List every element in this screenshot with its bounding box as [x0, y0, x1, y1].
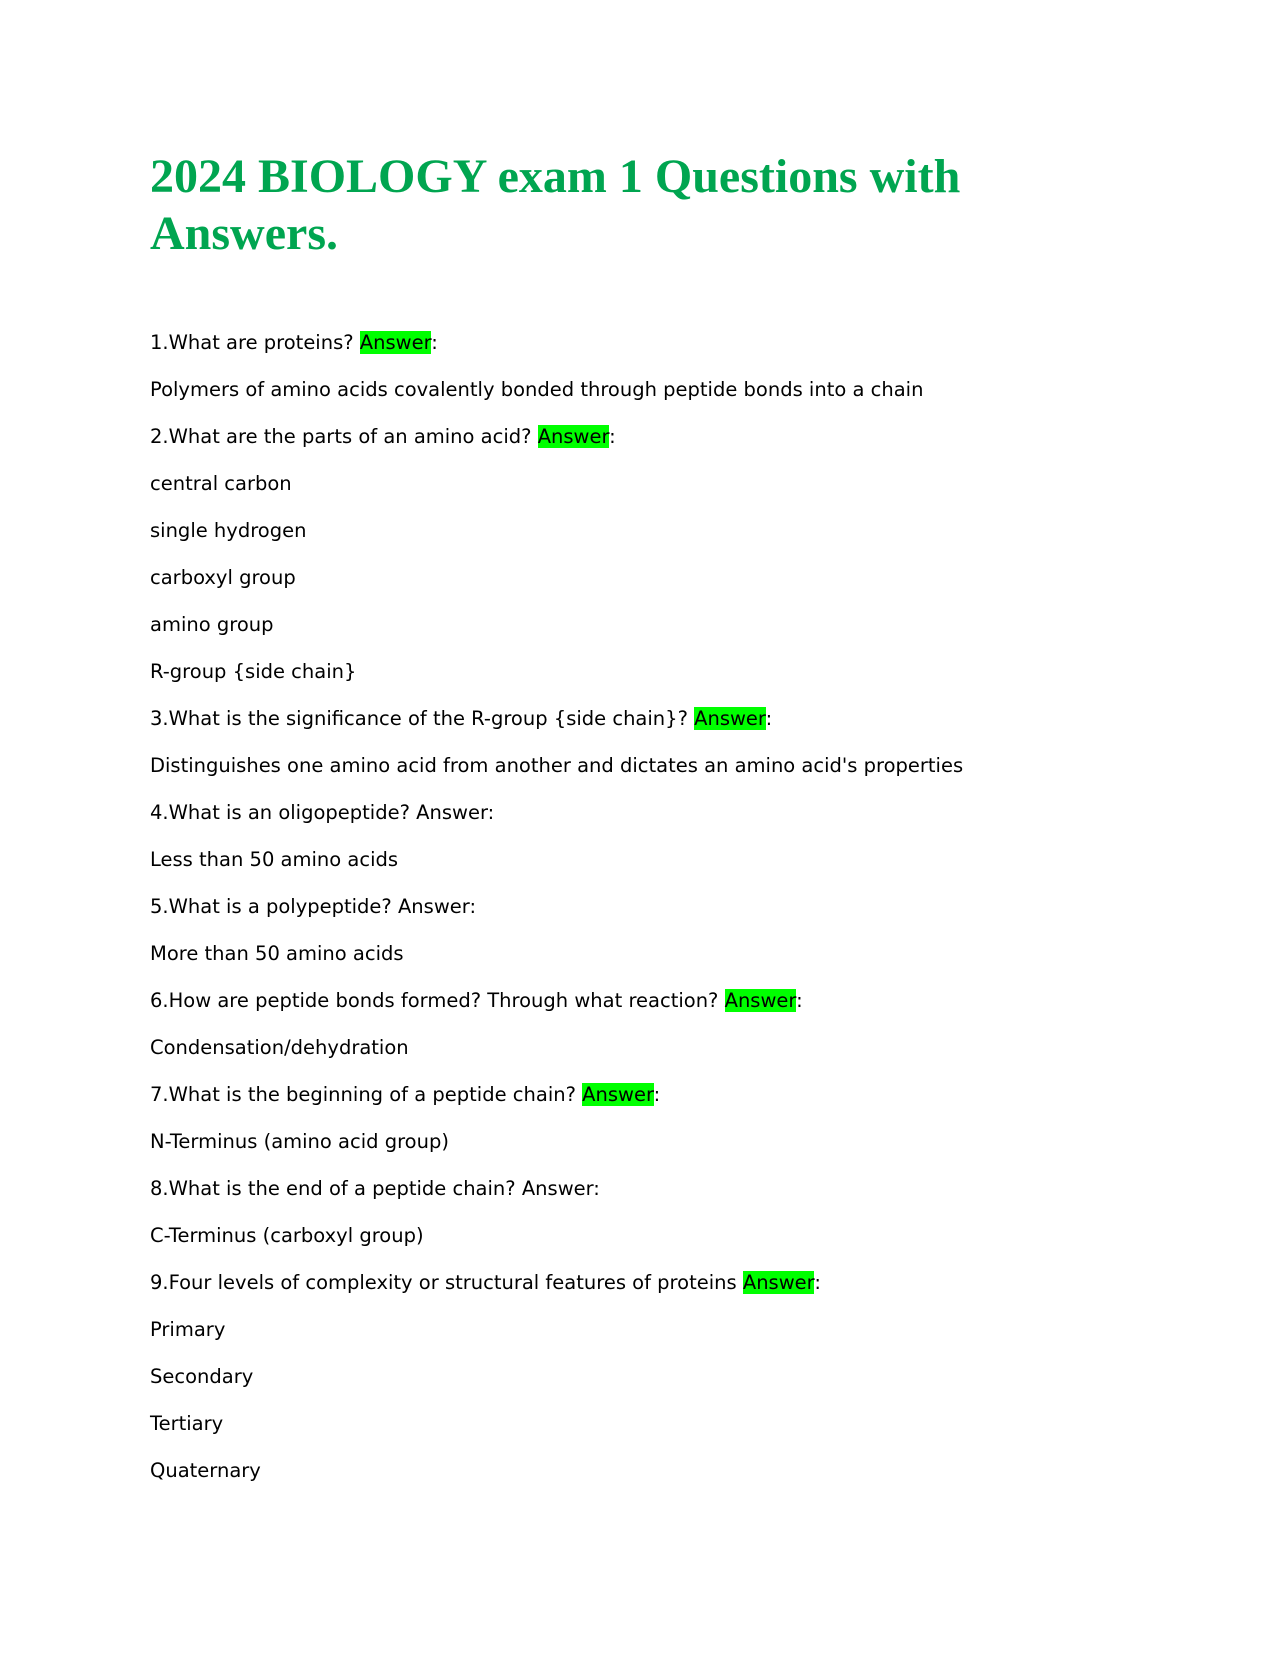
answer-highlight: Answer	[742, 1271, 815, 1294]
line-text: Condensation/dehydration	[150, 1036, 409, 1059]
line-text: amino group	[150, 613, 274, 636]
line-suffix: :	[609, 425, 616, 448]
document-body	[150, 319, 1150, 1494]
answer-highlight: Answer	[359, 331, 432, 354]
line-text: 6.How are peptide bonds formed? Through what reaction?	[150, 989, 725, 1012]
text-line	[150, 1165, 1150, 1212]
text-line	[150, 1306, 1150, 1353]
answer-highlight: Answer	[724, 989, 797, 1012]
line-text: 5.What is a polypeptide? Answer:	[150, 895, 477, 918]
line-suffix: :	[796, 989, 803, 1012]
question-line	[150, 695, 1150, 742]
text-line	[150, 1024, 1150, 1071]
text-line	[150, 1353, 1150, 1400]
line-text: Primary	[150, 1318, 226, 1341]
question-line	[150, 319, 1150, 366]
question-line	[150, 413, 1150, 460]
question-line	[150, 977, 1150, 1024]
line-text: Less than 50 amino acids	[150, 848, 399, 871]
line-suffix: :	[765, 707, 773, 730]
text-line	[150, 1212, 1150, 1259]
text-line	[150, 366, 1150, 413]
text-line	[150, 1118, 1150, 1165]
line-text: 8.What is the end of a peptide chain? Answer:	[150, 1177, 600, 1200]
line-text: Tertiary	[150, 1412, 224, 1435]
line-text: 2.What are the parts of an amino acid?	[150, 425, 538, 448]
line-suffix: :	[431, 331, 438, 354]
line-text: N-Terminus (amino acid group)	[150, 1130, 449, 1153]
line-text: 3.What is the significance of the R-group {side chain}?	[150, 707, 695, 730]
question-line	[150, 1071, 1150, 1118]
text-line	[150, 836, 1150, 883]
text-line	[150, 883, 1150, 930]
line-text: central carbon	[150, 472, 292, 495]
text-line	[150, 1447, 1150, 1494]
text-line	[150, 1400, 1150, 1447]
line-text: Polymers of amino acids covalently bonded through peptide bonds into a chain	[150, 378, 924, 401]
line-text: 9.Four levels of complexity or structural features of proteins	[150, 1271, 743, 1294]
text-line	[150, 601, 1150, 648]
line-text: R-group {side chain}	[150, 660, 357, 683]
line-text: Secondary	[150, 1365, 254, 1388]
line-text: carboxyl group	[150, 566, 296, 589]
text-line	[150, 789, 1150, 836]
question-line	[150, 1259, 1150, 1306]
line-text: More than 50 amino acids	[150, 942, 404, 965]
line-text: Distinguishes one amino acid from another and dictates an amino acid's properties	[150, 754, 964, 777]
text-line	[150, 507, 1150, 554]
line-suffix: :	[653, 1083, 661, 1106]
line-text: 7.What is the beginning of a peptide chain?	[150, 1083, 583, 1106]
line-suffix: :	[814, 1271, 821, 1294]
answer-highlight: Answer	[694, 707, 766, 730]
text-line	[150, 930, 1150, 977]
document-page	[150, 148, 1150, 1494]
document-title: 2024 BIOLOGY exam 1 Questions with Answers.	[150, 150, 961, 260]
line-text: 1.What are proteins?	[150, 331, 360, 354]
text-line	[150, 742, 1150, 789]
answer-highlight: Answer	[537, 425, 610, 448]
text-line	[150, 648, 1150, 695]
line-text: C-Terminus (carboxyl group)	[150, 1224, 424, 1247]
line-text: 4.What is an oligopeptide? Answer:	[150, 801, 495, 824]
line-text: single hydrogen	[150, 519, 307, 542]
line-text: Quaternary	[150, 1459, 261, 1482]
text-line	[150, 554, 1150, 601]
answer-highlight: Answer	[582, 1083, 654, 1106]
text-line	[150, 460, 1150, 507]
